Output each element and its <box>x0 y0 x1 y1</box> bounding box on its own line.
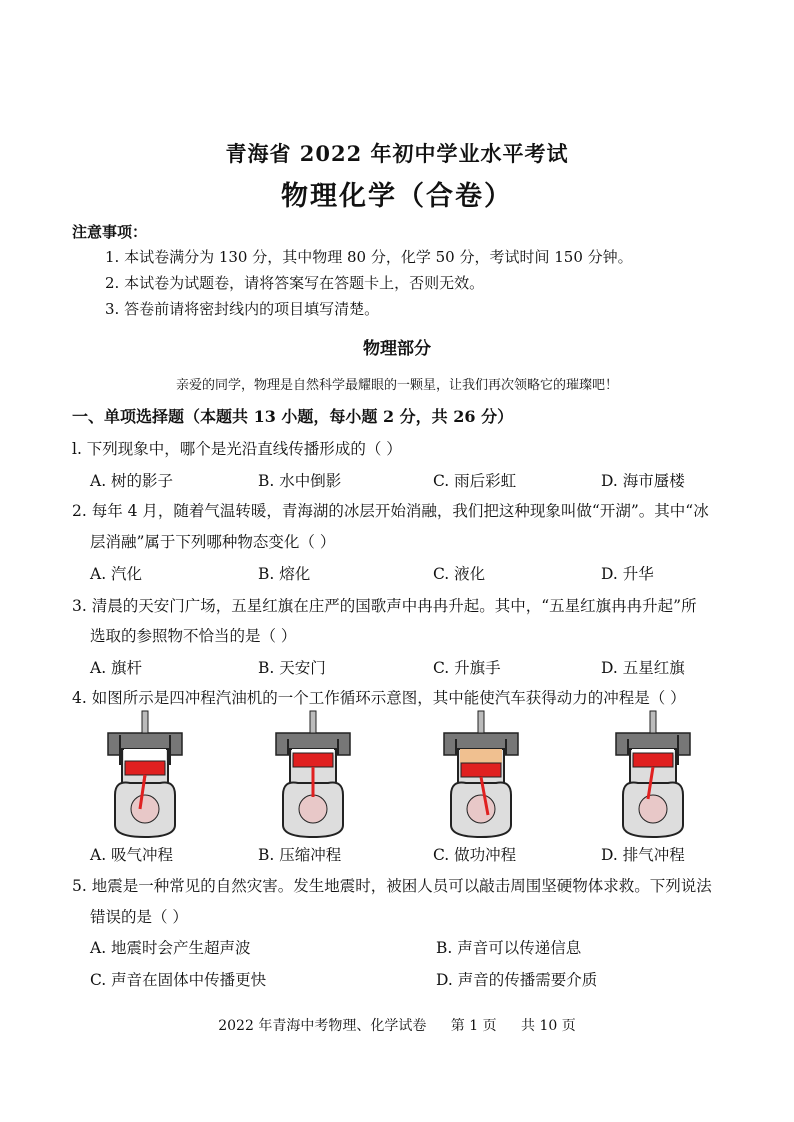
engine-compression-figure <box>268 705 358 840</box>
q1-option-b: B. 水中倒影 <box>258 472 342 490</box>
question-3-stem: 3. 清晨的天安门广场，五星红旗在庄严的国歌声中冉冉升起。其中，“五星红旗冉冉升起”所 <box>72 597 697 615</box>
q4-option-c: C. 做功冲程 <box>433 846 517 864</box>
question-5-stem-cont: 错误的是（ ） <box>90 908 188 926</box>
q3-option-a: A. 旗杆 <box>90 659 143 677</box>
notice-item: 2. 本试卷为试题卷，请将答案写在答题卡上，否则无效。 <box>105 274 485 292</box>
exam-subtitle: 物理化学（合卷） <box>281 181 513 212</box>
footer-exam-name: 2022 年青海中考物理、化学试卷 <box>218 1018 427 1034</box>
q2-option-b: B. 熔化 <box>258 565 311 583</box>
q5-option-d: D. 声音的传播需要介质 <box>436 971 598 989</box>
question-2-stem-cont: 层消融”属于下列哪种物态变化（ ） <box>90 533 336 551</box>
notice-item: 1. 本试卷满分为 130 分，其中物理 80 分，化学 50 分，考试时间 150 分钟。 <box>105 248 633 266</box>
q1-option-d: D. 海市蜃楼 <box>601 472 685 490</box>
question-5-stem: 5. 地震是一种常见的自然灾害。发生地震时，被困人员可以敲击周围坚硬物体求救。下列说法 <box>72 877 712 895</box>
q3-option-b: B. 天安门 <box>258 659 326 677</box>
q2-option-c: C. 液化 <box>433 565 486 583</box>
footer-page-number: 第 1 页 <box>450 1018 497 1034</box>
question-2-stem: 2. 每年 4 月，随着气温转暖，青海湖的冰层开始消融，我们把这种现象叫做“开湖”。其中“冰 <box>72 502 709 520</box>
q5-option-b: B. 声音可以传递信息 <box>436 939 582 957</box>
footer-total-pages: 共 10 页 <box>521 1018 576 1034</box>
engine-intake-figure <box>100 705 190 840</box>
engine-exhaust-figure <box>608 705 698 840</box>
notice-heading: 注意事项： <box>72 223 148 241</box>
q3-option-d: D. 五星红旗 <box>601 659 685 677</box>
q2-option-d: D. 升华 <box>601 565 654 583</box>
exam-title: 青海省 2022 年初中学业水平考试 <box>225 141 569 166</box>
q1-option-c: C. 雨后彩虹 <box>433 472 517 490</box>
q5-option-c: C. 声音在固体中传播更快 <box>90 971 267 989</box>
q4-option-a: A. 吸气冲程 <box>90 846 174 864</box>
q3-option-c: C. 升旗手 <box>433 659 501 677</box>
page-footer <box>0 1015 794 1035</box>
q2-option-a: A. 汽化 <box>90 565 143 583</box>
q4-option-d: D. 排气冲程 <box>601 846 685 864</box>
q1-option-a: A. 树的影子 <box>90 472 174 490</box>
part-title: 一、单项选择题（本题共 13 小题，每小题 2 分，共 26 分） <box>72 407 514 426</box>
question-4-stem: 4. 如图所示是四冲程汽油机的一个工作循环示意图，其中能使汽车获得动力的冲程是（ ） <box>72 689 686 707</box>
section-title: 物理部分 <box>363 339 431 359</box>
q5-option-a: A. 地震时会产生超声波 <box>90 939 251 957</box>
engine-power-figure <box>436 705 526 840</box>
q4-option-b: B. 压缩冲程 <box>258 846 342 864</box>
question-1-stem: l. 下列现象中，哪个是光沿直线传播形成的（ ） <box>72 440 402 458</box>
section-motto: 亲爱的同学，物理是自然科学最耀眼的一颗星，让我们再次领略它的璀璨吧！ <box>175 378 618 393</box>
question-3-stem-cont: 选取的参照物不恰当的是（ ） <box>90 627 297 645</box>
notice-item: 3. 答卷前请将密封线内的项目填写清楚。 <box>105 300 380 318</box>
